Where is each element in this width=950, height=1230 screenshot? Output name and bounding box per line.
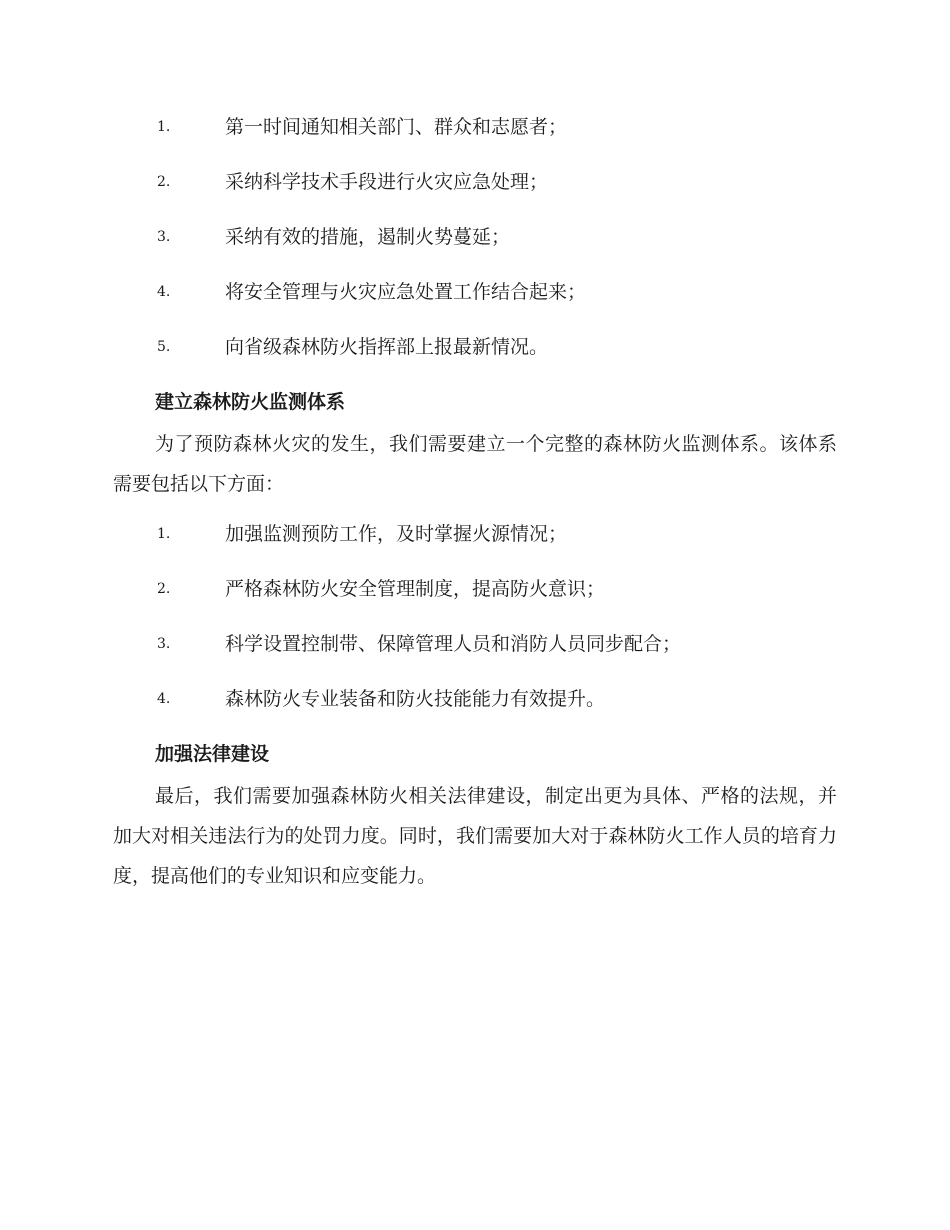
section-paragraph-legal: 最后，我们需要加强森林防火相关法律建设，制定出更为具体、严格的法规，并加大对相关违法行为的处罚力度。同时，我们需要加大对于森林防火工作人员的培育力度，提高他们的专业知识和应变能力。 — [113, 785, 837, 887]
list-text: 将安全管理与火灾应急处置工作结合起来； — [225, 281, 587, 303]
list-item — [113, 515, 837, 570]
list-number: 4. — [157, 691, 171, 707]
section-heading-legal: 加强法律建设 — [155, 743, 270, 765]
list-text: 向省级森林防火指挥部上报最新情况。 — [225, 336, 549, 358]
list-item — [113, 680, 837, 735]
list-item — [113, 570, 837, 625]
list-number: 3. — [157, 229, 171, 245]
section-heading-monitoring: 建立森林防火监测体系 — [155, 391, 346, 413]
emergency-response-list — [113, 108, 837, 383]
list-number: 1. — [157, 526, 171, 542]
spacer — [113, 504, 837, 515]
list-item — [113, 163, 837, 218]
list-text: 采纳有效的措施，遏制火势蔓延； — [225, 226, 511, 248]
list-number: 3. — [157, 636, 171, 652]
list-item — [113, 328, 837, 383]
list-item — [113, 218, 837, 273]
list-text: 森林防火专业装备和防火技能能力有效提升。 — [225, 688, 606, 710]
list-number: 4. — [157, 284, 171, 300]
list-number: 1. — [157, 119, 171, 135]
list-item — [113, 625, 837, 680]
list-text: 第一时间通知相关部门、群众和志愿者； — [225, 116, 568, 138]
list-item — [113, 108, 837, 163]
list-text: 采纳科学技术手段进行火灾应急处理； — [225, 171, 549, 193]
list-text: 科学设置控制带、保障管理人员和消防人员同步配合； — [225, 633, 682, 655]
monitoring-list — [113, 515, 837, 735]
document-content — [113, 108, 837, 896]
list-text: 加强监测预防工作，及时掌握火源情况； — [225, 523, 568, 545]
list-text: 严格森林防火安全管理制度，提高防火意识； — [225, 578, 606, 600]
list-number: 2. — [157, 581, 171, 597]
list-number: 2. — [157, 174, 171, 190]
section-paragraph-monitoring: 为了预防森林火灾的发生，我们需要建立一个完整的森林防火监测体系。该体系需要包括以下方面： — [113, 433, 837, 495]
list-number: 5. — [157, 339, 171, 355]
list-item — [113, 273, 837, 328]
